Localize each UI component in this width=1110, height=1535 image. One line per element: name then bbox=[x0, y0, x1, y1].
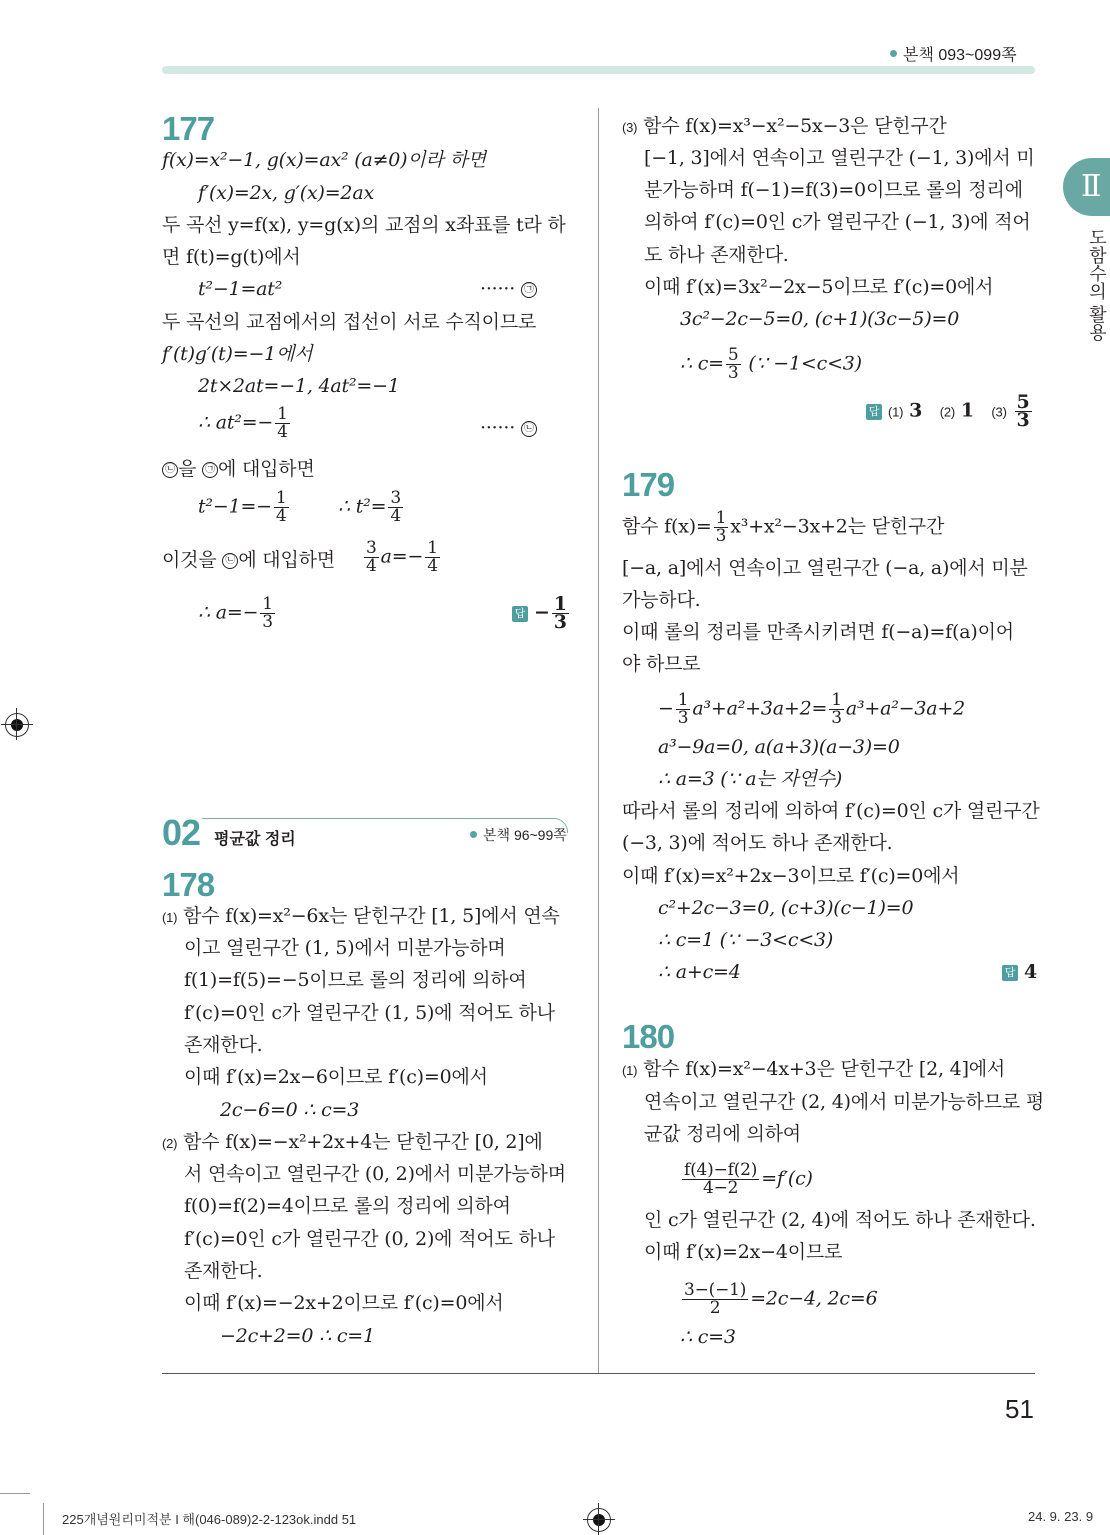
p177-line: $\frac{3}{4}$ a=− $\frac{1}{4}$ bbox=[366, 538, 438, 576]
p177-marker-2: ······ ㉡ bbox=[480, 416, 537, 440]
problem-number-178: 178 bbox=[162, 866, 215, 903]
p178-part2-line: 이때 f′(x)=−2x+2이므로 f′(c)=0에서 bbox=[184, 1292, 504, 1314]
p177-marker-1: ······ ㉠ bbox=[480, 277, 537, 301]
registration-mark-icon bbox=[16, 708, 17, 740]
p177-answer: 답 − $\frac{1}{3}$ bbox=[512, 596, 571, 631]
p180-line: (1) 함수 f(x)=x²−4x+3은 닫힌구간 [2, 4]에서 bbox=[622, 1058, 1006, 1080]
p178-part3-line: ∴ c= $\frac{5}{3}$ (∵ −1<c<3) bbox=[680, 345, 862, 383]
problem-number-180: 180 bbox=[622, 1018, 675, 1055]
circled-nieun-icon: ㉡ bbox=[222, 553, 238, 569]
crop-mark bbox=[43, 1503, 44, 1535]
p179-line: ∴ a+c=4 bbox=[658, 961, 741, 983]
bottom-rule bbox=[162, 1373, 1035, 1374]
p177-line: 면 f(t)=g(t)에서 bbox=[162, 246, 301, 268]
p178-part3-line: 분가능하며 f(−1)=f(3)=0이므로 롤의 정리에 bbox=[644, 179, 1023, 201]
p180-line: ∴ c=3 bbox=[680, 1326, 736, 1348]
p180-line: $\frac{3-(-1)}{2}$ =2c−4, 2c=6 bbox=[684, 1280, 878, 1318]
p178-part1-line: 2c−6=0 ∴ c=3 bbox=[220, 1099, 360, 1121]
p179-line: (−3, 3)에 적어도 하나 존재한다. bbox=[622, 832, 893, 854]
p177-line: 이것을 ㉡ 에 대입하면 bbox=[162, 549, 335, 571]
p178-part2-line: f(0)=f(2)=4이므로 롤의 정리에 의하여 bbox=[184, 1195, 511, 1217]
p178-part3-line: 도 하나 존재한다. bbox=[644, 244, 789, 266]
book-page-reference: 본책 093~099쪽 bbox=[890, 42, 1017, 65]
circled-nieun-icon: ㉡ bbox=[162, 462, 178, 478]
p178-part2-line: (2) 함수 f(x)=−x²+2x+4는 닫힌구간 [0, 2]에 bbox=[162, 1131, 543, 1153]
p179-line: c²+2c−3=0, (c+3)(c−1)=0 bbox=[658, 897, 914, 919]
bullet-dot-icon bbox=[890, 50, 897, 57]
p178-part3-line: (3) 함수 f(x)=x³−x²−5x−3은 닫힌구간 bbox=[622, 115, 947, 137]
p178-part3-line: [−1, 3]에서 연속이고 열린구간 (−1, 3)에서 미 bbox=[644, 147, 1035, 169]
p178-part2-line: 존재한다. bbox=[184, 1260, 263, 1282]
section-number: 02 bbox=[162, 812, 201, 853]
bullet-dot-icon bbox=[470, 831, 477, 838]
p179-line: 가능하다. bbox=[622, 589, 701, 611]
p179-line: [−a, a]에서 연속이고 열린구간 (−a, a)에서 미분 bbox=[622, 557, 1028, 579]
p180-line: $\frac{f(4)-f(2)}{4-2}$ =f′(c) bbox=[684, 1160, 813, 1198]
p177-line: 두 곡선 y=f(x), y=g(x)의 교점의 x좌표를 t라 하 bbox=[162, 214, 566, 236]
p177-line: t²−1=at² bbox=[198, 278, 283, 300]
answer-badge-icon: 답 bbox=[866, 404, 882, 420]
p179-line: ∴ a=3 (∵ a는 자연수) bbox=[658, 768, 843, 790]
p177-line: t²−1=− $\frac{1}{4}$ bbox=[198, 488, 287, 526]
p179-line: 함수 f(x)= $\frac{1}{3}$ x³+x²−3x+2는 닫힌구간 bbox=[622, 508, 945, 546]
p180-line: 이때 f′(x)=2x−4이므로 bbox=[644, 1241, 843, 1263]
p178-part3-line: 이때 f′(x)=3x²−2x−5이므로 f′(c)=0에서 bbox=[644, 276, 994, 298]
p178-part3-line: 의하여 f′(c)=0인 c가 열린구간 (−1, 3)에 적어 bbox=[644, 211, 1031, 233]
p177-line: f′(t)g′(t)=−1에서 bbox=[162, 343, 313, 365]
circled-giyeok-icon: ㉠ bbox=[521, 282, 537, 298]
p178-part1-line: (1) 함수 f(x)=x²−6x는 닫힌구간 [1, 5]에서 연속 bbox=[162, 905, 560, 927]
p180-line: 인 c가 열린구간 (2, 4)에 적어도 하나 존재한다. bbox=[644, 1209, 1036, 1231]
p179-line: 야 하므로 bbox=[622, 653, 701, 675]
p179-answer: 답 4 bbox=[1002, 960, 1037, 984]
chapter-title: 도함수의 활용 bbox=[1087, 228, 1107, 342]
p177-line: f′(x)=2x, g′(x)=2ax bbox=[198, 182, 374, 204]
p179-line: a³−9a=0, a(a+3)(a−3)=0 bbox=[658, 736, 900, 758]
p179-line: 따라서 롤의 정리에 의하여 f′(c)=0인 c가 열린구간 bbox=[622, 800, 1040, 822]
p179-line: − $\frac{1}{3}$ a³+a²+3a+2= $\frac{1}{3}$ a³+a²−3a+2 bbox=[658, 690, 966, 728]
p178-answers: 답 (1) 3 (2) 1 (3) $\frac{5}{3}$ bbox=[866, 394, 1034, 429]
registration-mark-icon bbox=[587, 1508, 611, 1532]
p177-line: ∴ at²=− $\frac{1}{4}$ bbox=[198, 404, 288, 442]
section-book-ref: 본책 96~99쪽 bbox=[470, 825, 567, 845]
chapter-tab: Ⅱ bbox=[1063, 158, 1110, 216]
p177-line: ㉡ 을 ㉠ 에 대입하면 bbox=[162, 457, 315, 481]
p179-line: 이때 롤의 정리를 만족시키려면 f(−a)=f(a)이어 bbox=[622, 621, 1014, 643]
fraction: $\frac{1}{4}$ bbox=[277, 404, 288, 442]
p179-line: 이때 f′(x)=x²+2x−3이므로 f′(c)=0에서 bbox=[622, 865, 960, 887]
section-title: 평균값 정리 bbox=[214, 831, 296, 848]
page-number: 51 bbox=[1005, 1394, 1034, 1424]
registration-mark-icon bbox=[5, 713, 29, 737]
registration-mark-icon bbox=[598, 1503, 599, 1535]
column-divider bbox=[598, 108, 599, 1373]
p180-line: 연속이고 열린구간 (2, 4)에서 미분가능하므로 평 bbox=[644, 1091, 1045, 1113]
p178-part2-line: 서 연속이고 열린구간 (0, 2)에서 미분가능하며 bbox=[184, 1163, 566, 1185]
crop-mark bbox=[0, 1493, 30, 1494]
header-bar bbox=[162, 66, 1035, 74]
p178-part1-line: 존재한다. bbox=[184, 1034, 263, 1056]
p178-part3-line: 3c²−2c−5=0, (c+1)(3c−5)=0 bbox=[680, 308, 960, 330]
problem-number-179: 179 bbox=[622, 466, 675, 503]
footer-file-info: 225개념원리미적분 I 해(046-089)2-2-123ok.indd 51 bbox=[62, 1512, 357, 1527]
circled-giyeok-icon: ㉠ bbox=[202, 462, 218, 478]
p177-line: 2t×2at=−1, 4at²=−1 bbox=[198, 375, 400, 397]
circled-nieun-icon: ㉡ bbox=[521, 421, 537, 437]
p178-part2-line: f′(c)=0인 c가 열린구간 (0, 2)에 적어도 하나 bbox=[184, 1228, 555, 1250]
answer-badge-icon: 답 bbox=[512, 606, 528, 622]
p180-line: 균값 정리에 의하여 bbox=[644, 1123, 801, 1145]
p179-line: ∴ c=1 (∵ −3<c<3) bbox=[658, 929, 834, 951]
answer-badge-icon: 답 bbox=[1002, 965, 1018, 981]
problem-number-177: 177 bbox=[162, 110, 215, 147]
p177-line: ∴ a=− $\frac{1}{3}$ bbox=[198, 594, 273, 632]
p178-part2-line: −2c+2=0 ∴ c=1 bbox=[220, 1325, 375, 1347]
p178-part1-line: f(1)=f(5)=−5이므로 롤의 정리에 의하여 bbox=[184, 969, 527, 991]
p178-part1-line: 이고 열린구간 (1, 5)에서 미분가능하며 bbox=[184, 937, 506, 959]
p178-part1-line: 이때 f′(x)=2x−6이므로 f′(c)=0에서 bbox=[184, 1066, 488, 1088]
footer-date: 24. 9. 23. 9 bbox=[1028, 1509, 1094, 1524]
p177-line: ∴ t²= $\frac{3}{4}$ bbox=[338, 488, 401, 526]
p177-line: f(x)=x²−1, g(x)=ax² (a≠0)이라 하면 bbox=[162, 149, 486, 171]
p177-line: 두 곡선의 교점에서의 접선이 서로 수직이므로 bbox=[162, 311, 537, 333]
p178-part1-line: f′(c)=0인 c가 열린구간 (1, 5)에 적어도 하나 bbox=[184, 1002, 555, 1024]
